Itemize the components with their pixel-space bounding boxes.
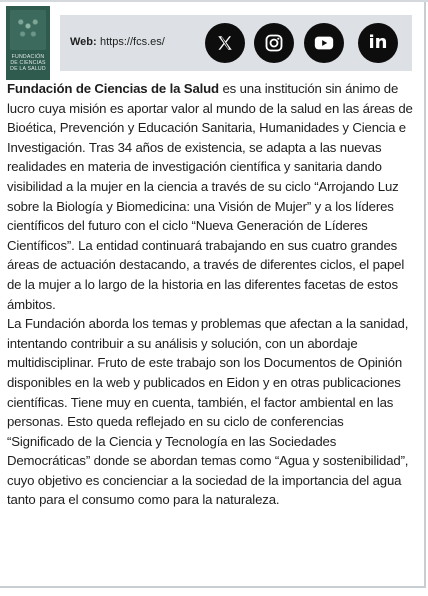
x-button[interactable] [205, 23, 245, 63]
youtube-icon [313, 32, 335, 54]
logo-text: FUNDACIÓN DE CIENCIAS DE LA SALUD [10, 54, 46, 72]
header-bar [60, 15, 412, 71]
web-url-link[interactable]: https://fcs.es/ [100, 36, 165, 48]
instagram-button[interactable] [254, 23, 294, 63]
paragraph-1-text: es una institución sin ánimo de lucro cuya misión es aportar valor al mundo de la salud en las áreas de Bioética, Prevención y Educación Sanitaria, Humanidades y Ciencia e Investigación. Tras 34 años de existencia, se adapta a las nuevas realidades en materia de investigación científica y sanitaria dando visibilidad a la mujer en la ciencia a través de su ciclo “Arrojando Luz sobre la Biología y Biomedicina: una Visión de Mujer” y a los líderes científicos del futuro con el ciclo “Nueva Generación de Líderes Científicos”. La entidad continuará trabajando en sus cuatro grandes áreas de actuación destacando, a través de diferentes ciclos, el papel de la mujer a lo largo de la historia en las diferentes facetas de estos ámbitos. [7, 81, 413, 312]
paragraph-2: La Fundación aborda los temas y problemas que afectan a la sanidad, intentando contribuir a su análisis y solución, con un abordaje multidisciplinar. Fruto de este trabajo son los Documentos de Opinión disponibles en la web y publicados en Eidon y en otras publicaciones científicas. Tiene muy en cuenta, también, el factor ambiental en las personas. Esto queda reflejado en su ciclo de conferencias “Significado de la Ciencia y Tecnología en las Sociedades Democráticas” donde se abordan temas como “Agua y sostenibilidad”, cuyo objetivo es concienciar a la sociedad de la importancia del agua tanto para el consumo como para la naturaleza. [7, 316, 409, 508]
article-body [7, 79, 414, 510]
paragraph-1 [7, 79, 414, 314]
x-logo-icon [216, 34, 234, 52]
web-label: Web: [70, 36, 97, 48]
instagram-icon [264, 33, 284, 53]
linkedin-icon: in [368, 32, 388, 53]
linkedin-button[interactable] [358, 23, 398, 63]
tree-logo-icon [10, 10, 46, 50]
org-name: Fundación de Ciencias de la Salud [7, 81, 219, 96]
youtube-button[interactable] [304, 23, 344, 63]
foundation-logo [6, 6, 50, 80]
